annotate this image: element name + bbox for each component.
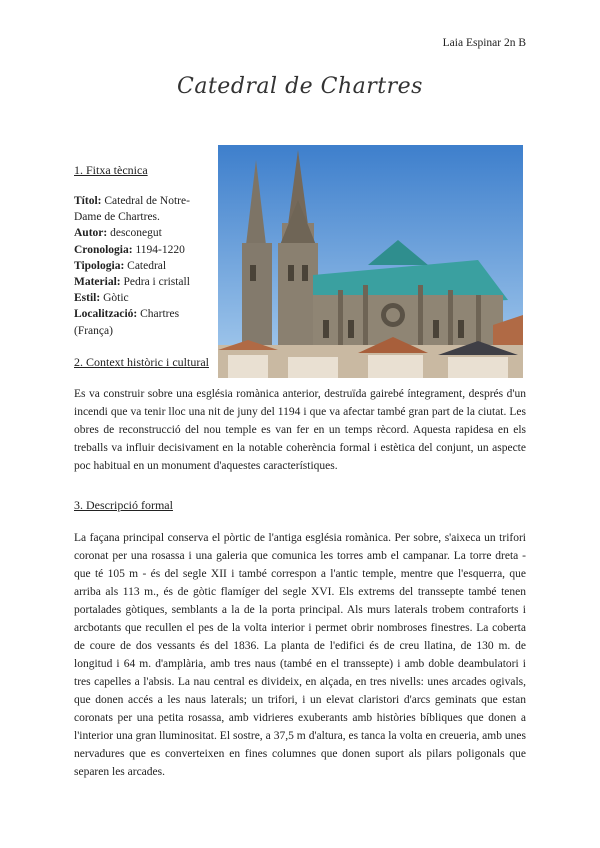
author-label: Laia Espinar 2n B xyxy=(442,37,526,49)
cathedral-photo xyxy=(218,145,523,378)
page-title: Catedral de Chartres xyxy=(177,74,423,99)
field-chronology: Cronologia: 1194-1220 xyxy=(74,243,185,256)
section-3-text: La façana principal conserva el pòrtic de l'antiga església romànica. Per sobre, s'aixeca un trifori coronat per una rosassa i una galeria que comunica les torres amb el campanar. La torre dreta - que té 105 m - és del segle XII i també correspon a l'antic temple, mentre que l'esquerra, que arriba als 113 m., és de gòtic flamíger del segle XVI. Els extrems del transsepte també tenen portalades gòtiques, semblants a la de la porta principal. Als murs laterals trobem contraforts i arcbotants que recullen el pes de la volta interior i permet obrir nombroses finestres. La coberta de coure de dos vessants és del 1836. La planta de l'edifici és de creu llatina, de 130 m. de longitud i 64 m. d'amplària, amb tres naus (també en el transsepte) i amb doble deambulatori i tres capelles a l'absis. La nau central es divideix, en alçada, en tres nivells: unes arcades ogivals, que donen accés a les naus laterals; un trifori, i un elevat claristori d'arcs geminats que estan coronats per una petita rosassa, amb vidrieres exuberants amb històries bíbliques que donen a l'interior una gran lluminositat. El sostre, a 37,5 m d'altura, es tanca la volta en creueria, amb unes nervadures que es converteixen en fines columnes que donen suport als pilars poligonals que separen les arcades. xyxy=(74,532,526,778)
field-title: Títol: Catedral de Notre-Dame de Chartres. xyxy=(74,195,190,224)
field-typology: Tipologia: Catedral xyxy=(74,259,167,272)
field-style: Estil: Gòtic xyxy=(74,292,129,305)
field-material: Material: Pedra i cristall xyxy=(74,276,190,289)
section-3-heading: 3. Descripció formal xyxy=(74,498,173,512)
field-author: Autor: desconegut xyxy=(74,227,162,240)
section-2-text: Es va construir sobre una església romànica anterior, destruïda gairebé íntegrament, després d'un incendi que va tenir lloc una nit de juny del 1194 i que va afectar també gran part de la ciutat. Les obres de reconstrucció del nou temple es van fer en un temps rècord. Aquesta rapidesa en els treballs va influir decisivament en la notable coherència formal i estètica del conjunt, un aspecte poc habitual en un monument d'aquestes característiques. xyxy=(74,388,526,472)
technical-sheet xyxy=(74,193,214,339)
section-2-heading: 2. Context històric i cultural xyxy=(74,355,209,369)
field-location: Localització: Chartres (França) xyxy=(74,308,180,337)
section-1-heading: 1. Fitxa tècnica xyxy=(74,163,148,177)
